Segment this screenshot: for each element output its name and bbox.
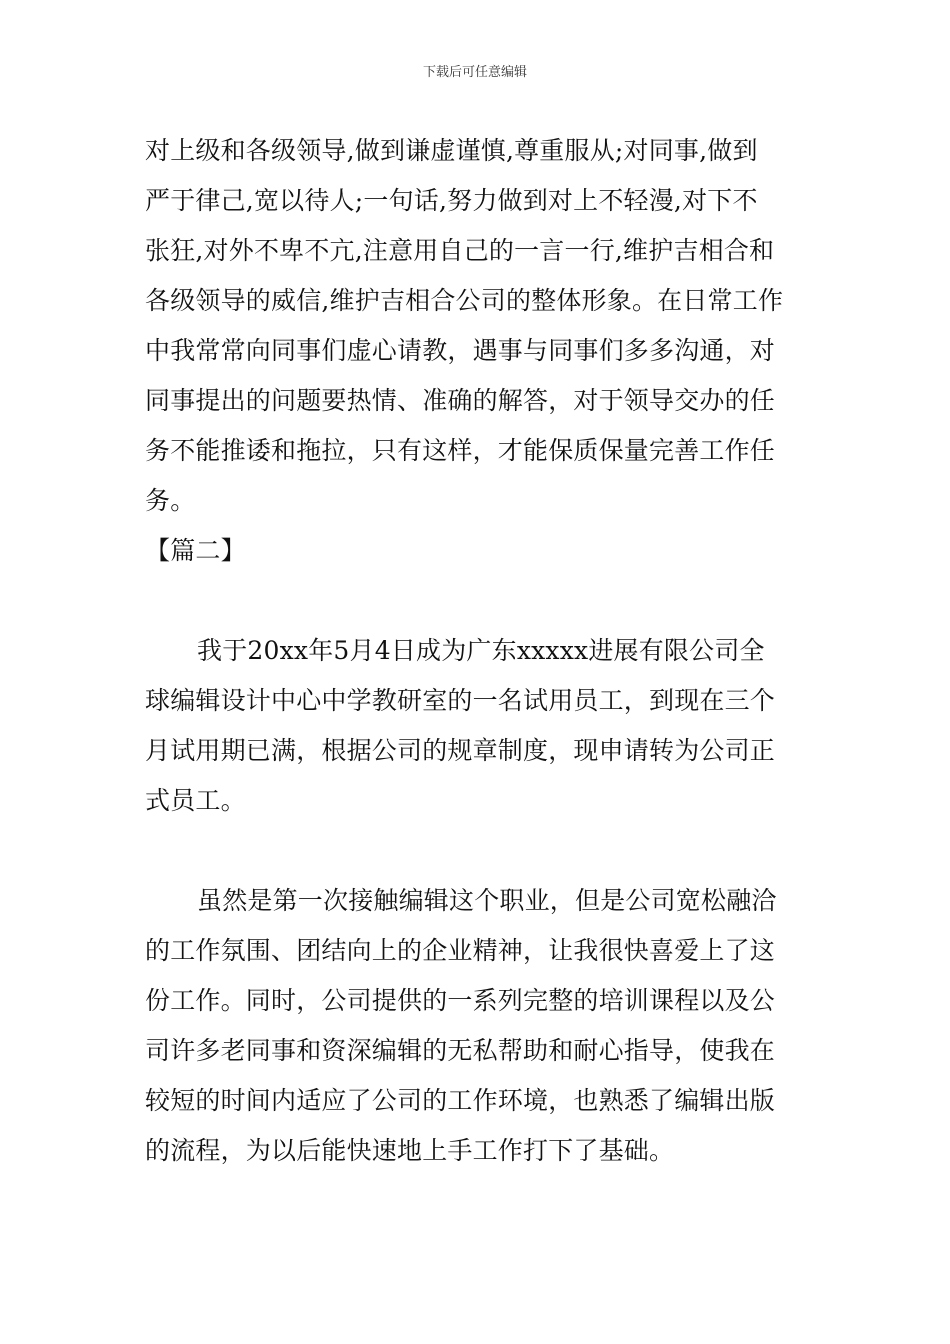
section-heading: 【篇二】	[145, 536, 246, 565]
paragraph-line: 司许多老同事和资深编辑的无私帮助和耐心指导，使我在	[145, 1036, 776, 1065]
paragraph-line: 月试用期已满，根据公司的规章制度，现申请转为公司正	[145, 736, 776, 765]
paragraph-line: 同事提出的问题要热情、准确的解答，对于领导交办的任	[145, 386, 776, 415]
paragraph-3	[145, 876, 810, 1176]
paragraph-line: 的流程，为以后能快速地上手工作打下了基础。	[145, 1136, 675, 1165]
paragraph-line: 对上级和各级领导,做到谦虚谨慎,尊重服从;对同事,做到	[145, 136, 758, 165]
page-header: 下载后可任意编辑	[422, 65, 527, 80]
paragraph-line: 各级领导的威信,维护吉相合公司的整体形象。在日常工作	[145, 286, 784, 315]
paragraph-line: 严于律己,宽以待人;一句话,努力做到对上不轻漫,对下不	[145, 186, 758, 215]
paragraph-line: 我于20xx年5月4日成为广东xxxxx进展有限公司全	[197, 636, 765, 665]
document-body	[145, 126, 810, 1176]
paragraph-line: 务不能推诿和拖拉，只有这样，才能保质保量完善工作任	[145, 436, 776, 465]
paragraph-line: 虽然是第一次接触编辑这个职业，但是公司宽松融洽	[197, 886, 777, 915]
blank-line	[145, 576, 810, 626]
paragraph-line: 份工作。同时，公司提供的一系列完整的培训课程以及公	[145, 986, 776, 1015]
paragraph-line: 式员工。	[145, 786, 246, 815]
paragraph-line: 球编辑设计中心中学教研室的一名试用员工，到现在三个	[145, 686, 776, 715]
paragraph-2	[145, 626, 810, 826]
blank-line	[145, 826, 810, 876]
paragraph-line: 中我常常向同事们虚心请教，遇事与同事们多多沟通，对	[145, 336, 776, 365]
paragraph-line: 务。	[145, 486, 196, 515]
paragraph-line: 的工作氛围、团结向上的企业精神，让我很快喜爱上了这	[145, 936, 776, 965]
paragraph-line: 张狂,对外不卑不亢,注意用自己的一言一行,维护吉相合和	[145, 236, 775, 265]
paragraph-1	[145, 126, 810, 526]
paragraph-line: 较短的时间内适应了公司的工作环境，也熟悉了编辑出版	[145, 1086, 776, 1115]
